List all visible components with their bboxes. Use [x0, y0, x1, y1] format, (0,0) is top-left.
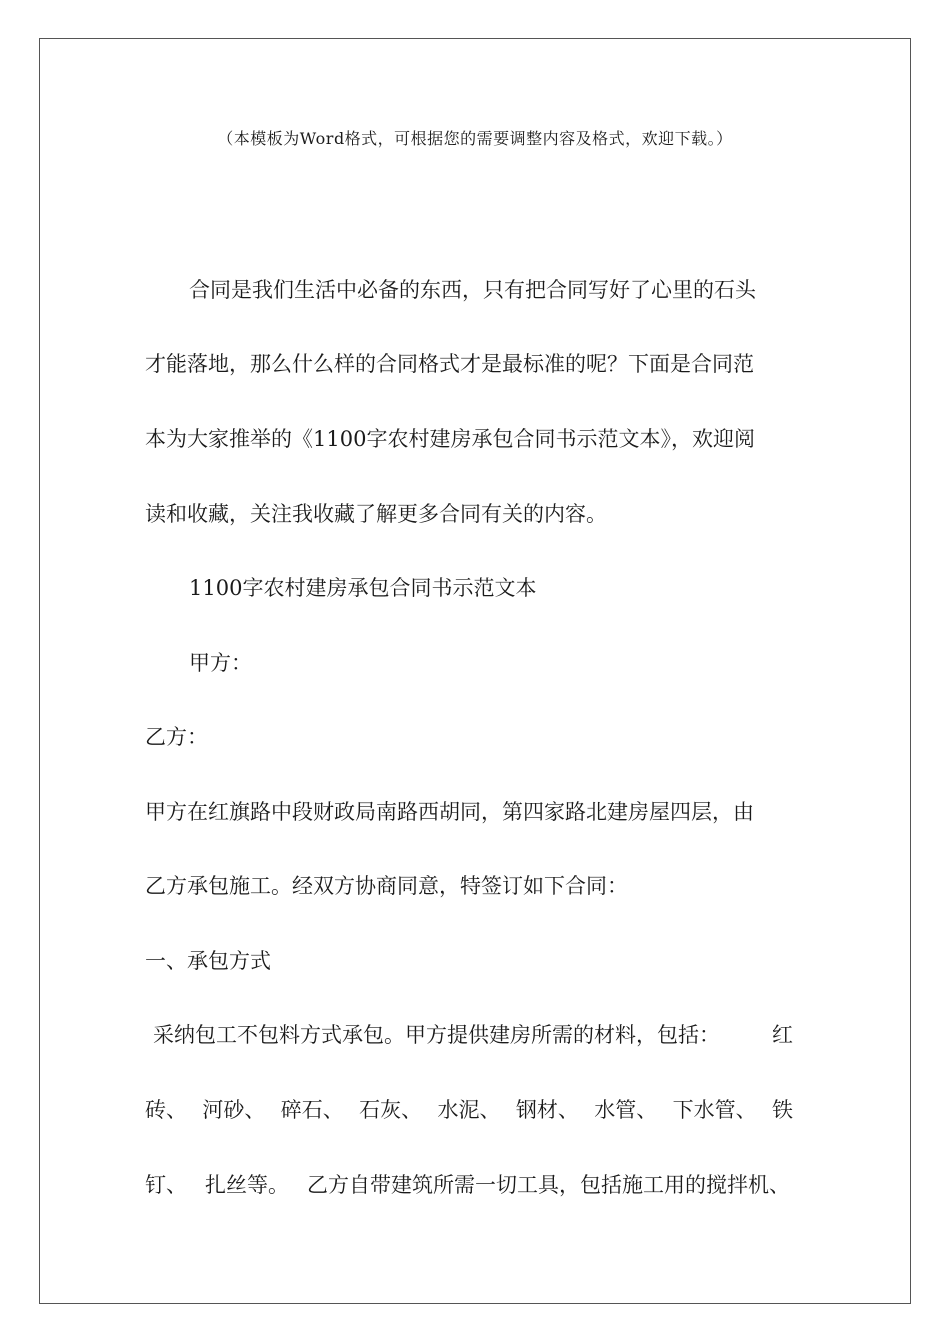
- party-b-label: 乙方：: [145, 725, 208, 749]
- intro-line-3: 本为大家推举的《1100字农村建房承包合同书示范文本》，欢迎阅: [145, 427, 755, 451]
- intro-line-2: 才能落地，那么什么样的合同格式才是最标准的呢？下面是合同范: [145, 352, 754, 376]
- intro-line-4: 读和收藏，关注我收藏了解更多合同有关的内容。: [145, 502, 607, 526]
- material-item: 河砂、: [202, 1098, 266, 1122]
- template-note: （本模板为Word格式，可根据您的需要调整内容及格式，欢迎下载。）: [217, 129, 733, 148]
- section-1-line-1-tail: 红: [772, 1023, 793, 1047]
- material-item: 铁: [772, 1098, 793, 1122]
- section-1-line-3-part: 乙方自带建筑所需一切工具，包括施工用的搅拌机、: [307, 1173, 790, 1197]
- material-item: 水管、: [594, 1098, 658, 1122]
- section-1-line-3-part: 扎丝等。: [205, 1173, 289, 1197]
- document-title: 1100字农村建房承包合同书示范文本: [189, 576, 537, 600]
- intro-line-1: 合同是我们生活中必备的东西，只有把合同写好了心里的石头: [189, 278, 756, 302]
- material-item: 砖、: [145, 1098, 187, 1122]
- section-1-line-1: [153, 1021, 793, 1049]
- material-item: 石灰、: [359, 1098, 423, 1122]
- preamble-line-2: 乙方承包施工。经双方协商同意，特签订如下合同：: [145, 874, 628, 898]
- material-item: 碎石、: [280, 1098, 344, 1122]
- section-1-heading: 一、承包方式: [145, 949, 271, 973]
- section-1-materials-line: [145, 1096, 793, 1124]
- section-1-line-3-part: 钉、: [145, 1173, 187, 1197]
- section-1-line-3: [145, 1171, 805, 1199]
- party-a-label: 甲方：: [189, 651, 252, 675]
- material-item: 水泥、: [437, 1098, 501, 1122]
- section-1-line-1-text: 采纳包工不包料方式承包。甲方提供建房所需的材料，包括：: [153, 1023, 720, 1047]
- material-item: 钢材、: [515, 1098, 579, 1122]
- material-item: 下水管、: [672, 1098, 757, 1122]
- preamble-line-1: 甲方在红旗路中段财政局南路西胡同，第四家路北建房屋四层，由: [145, 800, 754, 824]
